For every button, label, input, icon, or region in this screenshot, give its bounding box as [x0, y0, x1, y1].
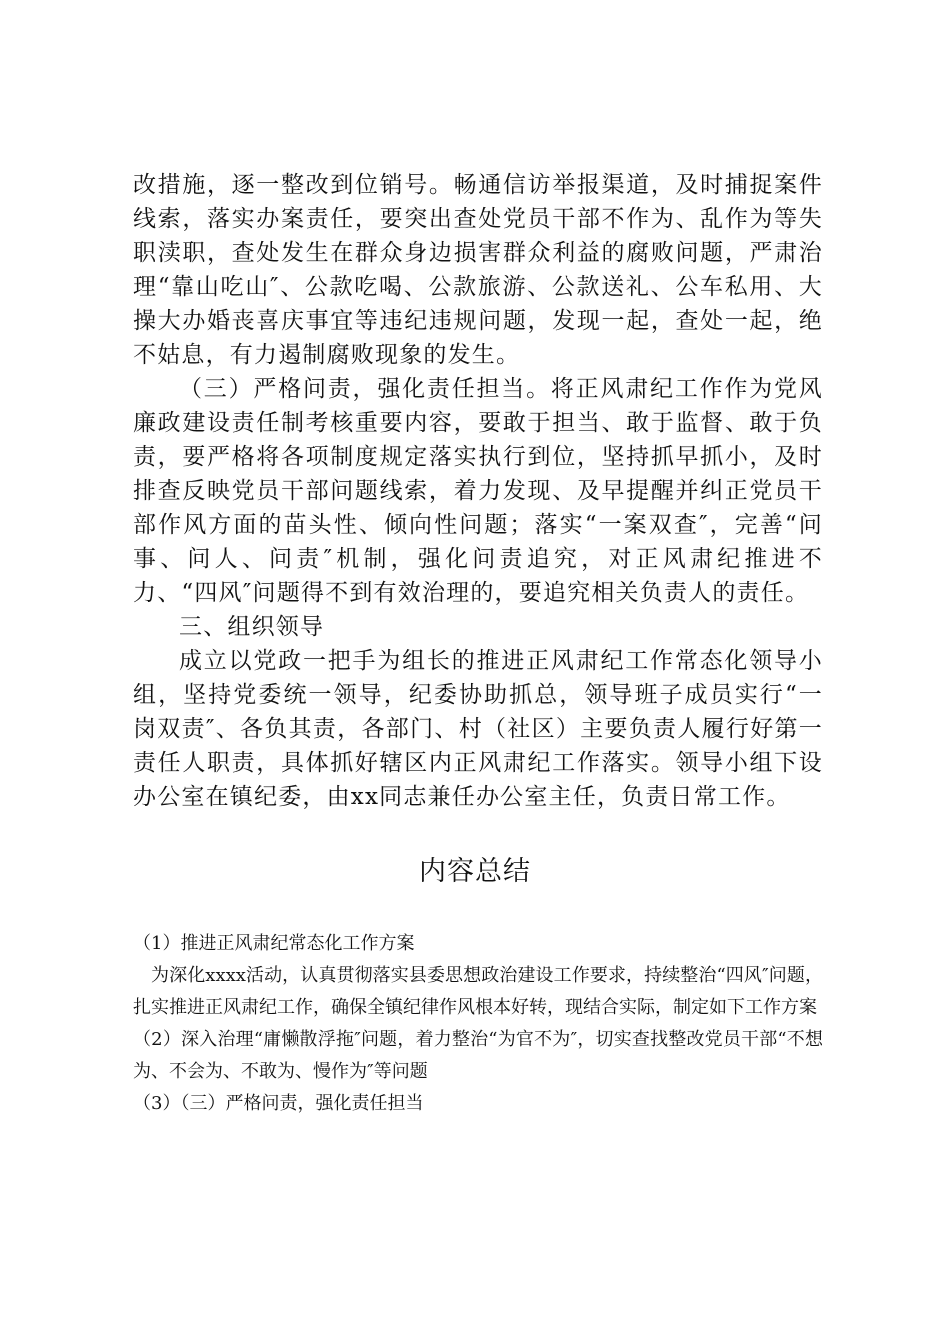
- summary-item-1: （1）推进正风肃纪常态化工作方案: [133, 933, 415, 954]
- summary-item-1-body: 为深化xxxx活动，认真贯彻落实县委思想政治建设工作要求，持续整治“四风″问题，扎实推进正风肃纪工作，确保全镇纪律作风根本好转，现结合实际，制定如下工作方案: [133, 965, 823, 1018]
- body-paragraph-organization: 成立以党政一把手为组长的推进正风肃纪工作常态化领导小组，坚持党委统一领导，纪委协助抓总，领导班子成员实行“一岗双责″、各负其责，各部门、村（社区）主要负责人履行好第一责任人职责，具体抓好辖区内正风肃纪工作落实。领导小组下设办公室在镇纪委，由xx同志兼任办公室主任，负责日常工作。: [133, 648, 823, 810]
- summary-title: 内容总结: [419, 856, 531, 887]
- document-body: [133, 168, 823, 814]
- body-paragraph-continuation: 改措施，逐一整改到位销号。畅通信访举报渠道，及时捕捉案件线索，落实办案责任，要突出查处党员干部不作为、乱作为等失职渎职，查处发生在群众身边损害群众利益的腐败问题，严肃治理“靠山吃山″、公款吃喝、公款旅游、公款送礼、公车私用、大操大办婚丧喜庆事宜等违纪违规问题，发现一起，查处一起，绝不姑息，有力遏制腐败现象的发生。: [133, 172, 823, 368]
- body-paragraph-accountability: （三）严格问责，强化责任担当。将正风肃纪工作作为党风廉政建设责任制考核重要内容，要敢于担当、敢于监督、敢于负责，要严格将各项制度规定落实执行到位，坚持抓早抓小，及时排查反映党员干部问题线索，着力发现、及早提醒并纠正党员干部作风方面的苗头性、倾向性问题；落实“一案双查″，完善“问事、问人、问责″机制，强化问责追究，对正风肃纪推进不力、“四风″问题得不到有效治理的，要追究相关负责人的责任。: [133, 376, 823, 606]
- summary-item-3: （3）（三）严格问责，强化责任担当: [133, 1093, 424, 1114]
- section-heading-organization: 三、组织领导: [179, 614, 325, 640]
- summary-section: [133, 928, 823, 1120]
- summary-item-2: （2）深入治理“庸懒散浮拖″问题，着力整治“为官不为″，切实查找整改党员干部“不想为、不会为、不敢为、慢作为″等问题: [133, 1029, 823, 1082]
